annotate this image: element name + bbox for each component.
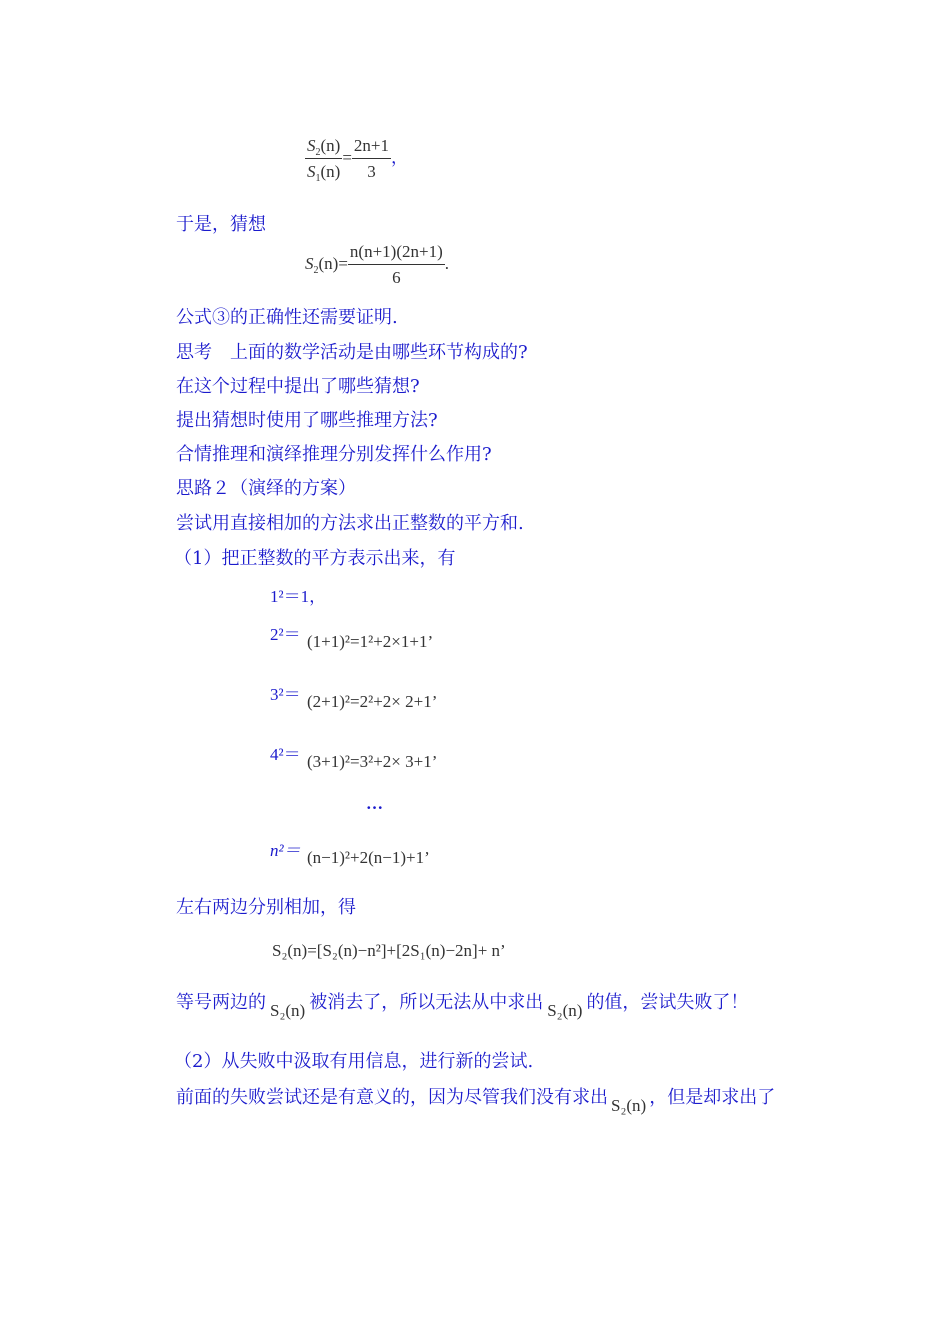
text-line-zuoyou: 左右两边分别相加，得 xyxy=(176,897,356,918)
text-line: 思考 上面的数学活动是由哪些环节构成的? xyxy=(176,342,528,363)
text-fragment: ，但是却求出了 xyxy=(649,1087,776,1108)
denominator: 6 xyxy=(392,268,401,287)
text-fragment: 等号两边的 xyxy=(176,992,266,1013)
square-row-4-lhs: 4²＝ xyxy=(270,745,301,764)
text-line: 提出猜想时使用了哪些推理方法? xyxy=(176,410,438,431)
square-row-3-rhs: (2+1)²=2²+2× 2+1’ xyxy=(307,692,438,711)
fraction-rhs xyxy=(352,136,391,182)
text-line: 公式③的正确性还需要证明. xyxy=(176,307,398,328)
punctuation: ， xyxy=(391,147,409,167)
text-line: 思路２（演绎的方案） xyxy=(176,478,356,499)
argument: (n) xyxy=(320,162,341,181)
formula-conjecture xyxy=(305,242,449,288)
square-row-3-lhs: 3²＝ xyxy=(270,685,301,704)
inline-formula: S₂(n) xyxy=(611,1096,647,1115)
text-line-cancel xyxy=(176,988,749,1020)
text-fragment: 的值，尝试失败了！ xyxy=(586,992,749,1013)
square-row-n-lhs: n²＝ xyxy=(270,841,301,860)
text-line: 合情推理和演绎推理分别发挥什么作用? xyxy=(176,444,492,465)
punctuation: . xyxy=(444,253,449,273)
square-row-n-rhs: (n−1)²+2(n−1)+1’ xyxy=(307,848,430,867)
inline-formula: S₂(n) xyxy=(547,1001,583,1020)
subscript: 2 xyxy=(315,147,321,158)
subscript: 1 xyxy=(315,173,321,184)
s-symbol: S xyxy=(307,136,316,155)
argument: (n) xyxy=(320,136,341,155)
formula-ratio xyxy=(305,136,408,182)
text-line: 在这个过程中提出了哪些猜想? xyxy=(176,376,420,397)
fraction-lhs xyxy=(305,136,342,182)
s-symbol: S xyxy=(307,162,316,181)
denominator: 3 xyxy=(367,162,376,181)
text-line-yushi: 于是，猜想 xyxy=(176,214,266,235)
square-row-1: 1²＝1， xyxy=(270,587,327,606)
ellipsis: … xyxy=(366,794,383,813)
text-fragment: 被消去了，所以无法从中求出 xyxy=(309,992,544,1013)
square-row-2-lhs: 2²＝ xyxy=(270,625,301,644)
square-row-2-rhs: (1+1)²=1²+2×1+1’ xyxy=(307,632,434,651)
fraction xyxy=(348,242,445,288)
text-line-2: （2）从失败中汲取有用信息，进行新的尝试. xyxy=(174,1051,534,1072)
text-line: 尝试用直接相加的方法求出正整数的平方和. xyxy=(176,513,524,534)
s-symbol: S xyxy=(305,253,314,273)
text-fragment: 前面的失败尝试还是有意义的，因为尽管我们没有求出 xyxy=(176,1087,608,1108)
subscript: 2 xyxy=(313,264,319,276)
inline-formula: S₂(n) xyxy=(270,1001,306,1020)
square-row-4-rhs: (3+1)²=3²+2× 3+1’ xyxy=(307,752,438,771)
numerator: 2n+1 xyxy=(352,136,391,159)
formula-sum: S₂(n)=[S₂(n)−n²]+[2S₁(n)−2n]+ n’ xyxy=(272,941,506,960)
text-line-last xyxy=(176,1083,776,1115)
text-line: （1）把正整数的平方表示出来，有 xyxy=(174,548,456,569)
argument: (n)= xyxy=(318,253,348,273)
equals-sign: = xyxy=(342,147,352,167)
numerator: n(n+1)(2n+1) xyxy=(348,242,445,265)
